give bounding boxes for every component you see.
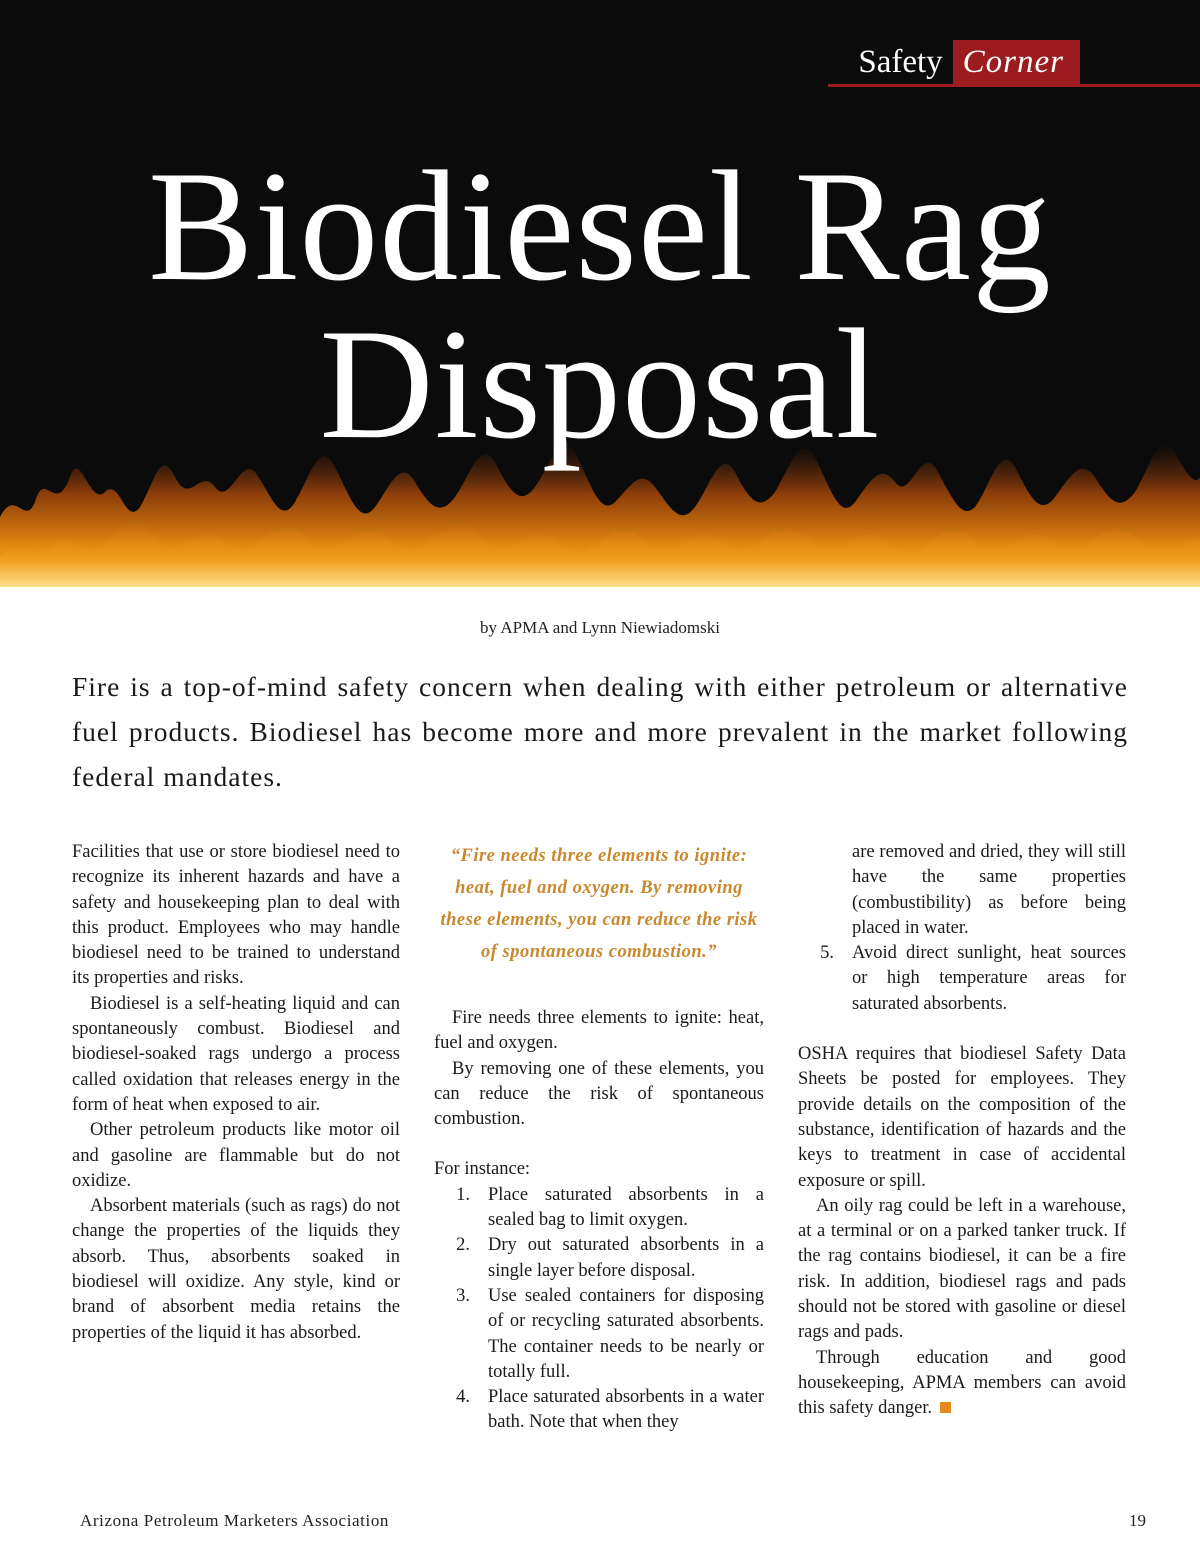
end-mark-icon [940,1402,951,1413]
list-item [434,1385,764,1436]
hero-banner [0,0,1200,587]
list-number: 2. [456,1235,470,1256]
list-number: 5. [820,943,834,964]
list-number: 1. [456,1184,470,1205]
footer-publication: Arizona Petroleum Marketers Association [80,1511,390,1530]
pull-quote: “Fire needs three elements to ignite: heat, fuel and oxygen. By removing these elements, you can reduce the risk of spontaneous combustion.” [440,846,758,962]
column-3 [798,840,1126,1422]
paragraph: Fire needs three elements to ignite: heat, fuel and oxygen. [434,1008,764,1054]
list-item [434,1284,764,1385]
page-number: 19 [1129,1511,1146,1530]
list-item [434,1233,764,1284]
paragraph: Other petroleum products like motor oil and gasoline are flammable but do not oxidize. [72,1120,400,1191]
list-item [798,941,1126,1017]
list-item-continued: are removed and dried, they will still have the same properties (combustibility) as before being placed in water. [852,842,1126,938]
column-2 [434,840,764,1436]
paragraph: Facilities that use or store biodiesel need to recognize its inherent hazards and have a safety and housekeeping plan to deal with this product. Employees who may handle biodiesel need to be trained to understand its properties and risks. [72,842,400,989]
list-text: Place saturated absorbents in a water bath. Note that when they [488,1387,764,1433]
list-intro: For instance: [434,1159,531,1180]
list-item [434,1183,764,1234]
steps-list-continued [798,941,1126,1017]
paragraph: Absorbent materials (such as rags) do not change the properties of the liquids they absorb. Thus, absorbents soaked in biodiesel will oxidize. Any style, kind or brand of absorbent media retains the properties of the liquid it has absorbed. [72,1196,400,1343]
title-line-2: Disposal [319,297,881,472]
section-tag [858,40,1080,84]
paragraph: OSHA requires that biodiesel Safety Data Sheets be posted for employees. They provide details on the composition of the substance, identification of hazards and the keys to treatment in case of accidental exposure or spill. [798,1044,1126,1191]
page-title [0,139,1200,472]
section-rule [828,84,1200,87]
paragraph: Biodiesel is a self-heating liquid and can spontaneously combust. Biodiesel and biodiesel-soaked rags undergo a process called oxidation that releases energy in the form of heat when exposed to air. [72,993,400,1115]
section-tag-word2: Corner [953,40,1080,84]
list-text: Place saturated absorbents in a sealed bag to limit oxygen. [488,1184,764,1231]
byline: by APMA and Lynn Niewiadomski [480,618,720,637]
list-text: Avoid direct sunlight, heat sources or high temperature areas for saturated absorbents. [852,943,1126,1014]
list-number: 3. [456,1285,470,1306]
column-1 [72,840,400,1346]
steps-list [434,1183,764,1436]
closing-text: Through education and good housekeeping, APMA members can avoid this safety danger. [798,1347,1126,1419]
list-text: Dry out saturated absorbents in a single layer before disposal. [488,1235,764,1281]
paragraph: By removing one of these elements, you can reduce the risk of spontaneous combustion. [434,1058,764,1130]
list-number: 4. [456,1387,470,1408]
paragraph [798,1346,1126,1422]
title-line-1: Biodiesel Rag [148,139,1052,314]
lede-paragraph: Fire is a top-of-mind safety concern when dealing with either petroleum or alternative fuel products. Biodiesel has become more and more prevalent in the market following federal mandates. [72,671,1128,792]
paragraph: An oily rag could be left in a warehouse, at a terminal or on a parked tanker truck. If the rag contains biodiesel, it can be a fire risk. In addition, biodiesel rags and pads should not be stored with gasoline or diesel rags and pads. [798,1195,1126,1343]
section-tag-word1: Safety [858,44,943,80]
list-text: Use sealed containers for disposing of or recycling saturated absorbents. The container needs to be nearly or totally full. [488,1285,764,1382]
